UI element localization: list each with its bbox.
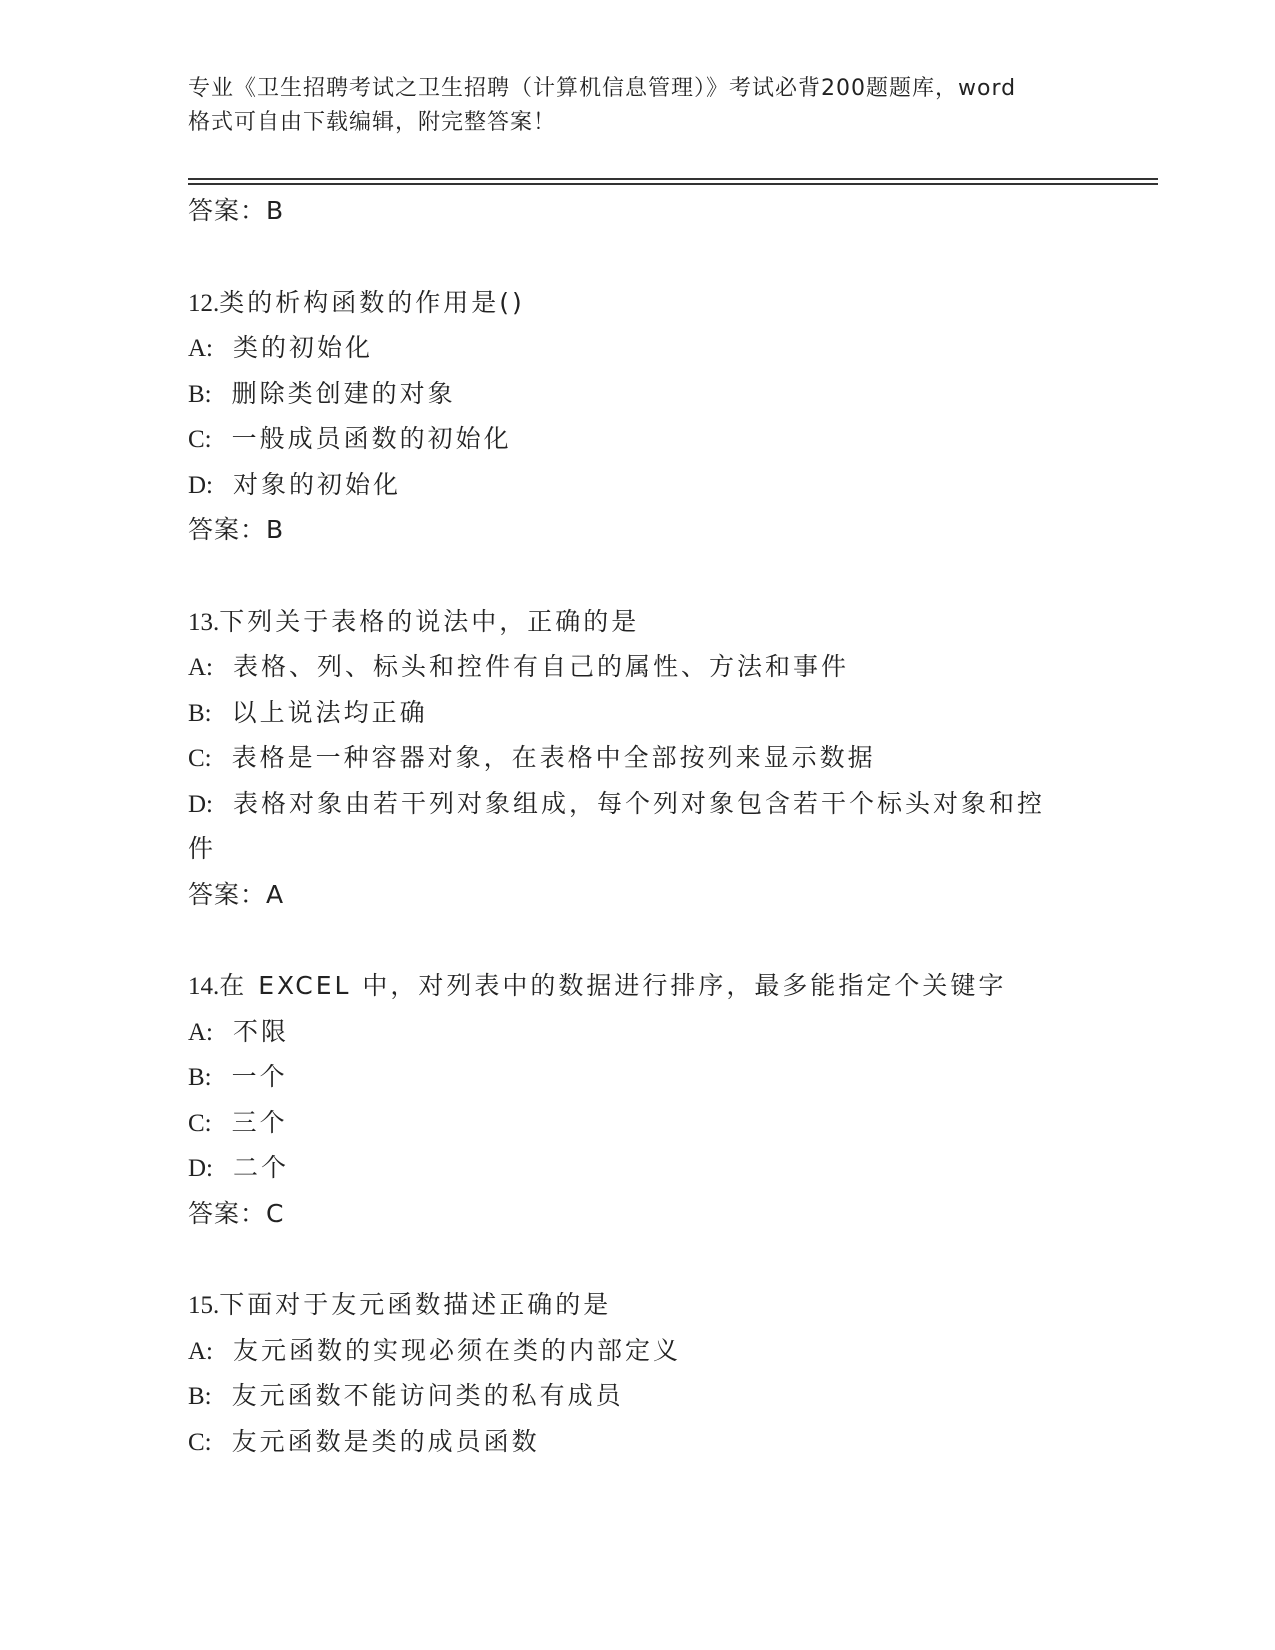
option-b (188, 371, 1088, 417)
option-text: 以上说法均正确 (231, 697, 428, 727)
option-c (188, 1100, 1088, 1146)
previous-answer: 答案：B (188, 196, 285, 225)
option-text: 友元函数的实现必须在类的内部定义 (233, 1335, 682, 1365)
question-14 (188, 963, 1088, 1236)
option-key: A: (188, 1337, 213, 1365)
option-text: 一般成员函数的初始化 (231, 424, 512, 453)
option-d-continuation: 件 (188, 834, 217, 863)
option-d (188, 1145, 1088, 1191)
question-text: 类的析构函数的作用是() (219, 287, 525, 317)
option-c (188, 1419, 1088, 1465)
option-text: 表格对象由若干列对象组成，每个列对象包含若干个标头对象和控 (233, 788, 1046, 818)
question-list (188, 188, 1088, 1464)
header-line-1: 专业《卫生招聘考试之卫生招聘（计算机信息管理）》考试必背200题题库，word (188, 76, 1017, 101)
question-number: 13. (188, 608, 220, 636)
document-header (188, 72, 1088, 140)
answer: 答案：A (188, 879, 285, 909)
option-key: B: (188, 1064, 212, 1091)
question-text: 下列关于表格的说法中，正确的是 (219, 606, 640, 636)
option-a (188, 1009, 1088, 1055)
header-line-2: 格式可自由下载编辑，附完整答案！ (188, 110, 557, 135)
option-c (188, 416, 1088, 462)
answer: 答案：B (188, 515, 285, 544)
answer: 答案：C (188, 1198, 285, 1228)
question-text: 在 EXCEL 中，对列表中的数据进行排序，最多能指定个关键字 (219, 971, 1007, 1000)
header-divider-top (188, 178, 1158, 180)
option-b (188, 1054, 1088, 1100)
option-a (188, 1328, 1088, 1374)
option-text: 不限 (233, 1016, 290, 1046)
option-text: 三个 (231, 1107, 288, 1137)
option-key: D: (188, 790, 213, 818)
option-d (188, 781, 1088, 827)
option-text: 友元函数是类的成员函数 (231, 1426, 540, 1456)
question-text: 下面对于友元函数描述正确的是 (219, 1290, 612, 1319)
question-stem (188, 280, 1088, 326)
option-key: A: (188, 654, 213, 681)
option-key: B: (188, 1383, 212, 1410)
option-b (188, 690, 1088, 736)
option-a (188, 325, 1088, 371)
option-key: D: (188, 1155, 213, 1182)
question-15 (188, 1282, 1088, 1464)
option-text: 二个 (233, 1153, 290, 1182)
option-c (188, 735, 1088, 781)
option-key: C: (188, 745, 212, 772)
option-text: 一个 (231, 1062, 288, 1091)
option-text: 类的初始化 (233, 333, 374, 362)
option-key: C: (188, 1428, 212, 1456)
header-divider-bottom (188, 183, 1158, 185)
spacer (188, 234, 1088, 280)
question-number: 12. (188, 289, 220, 317)
option-text: 友元函数不能访问类的私有成员 (231, 1381, 624, 1410)
question-stem (188, 599, 1088, 645)
option-key: C: (188, 1109, 212, 1137)
option-text: 表格是一种容器对象，在表格中全部按列来显示数据 (231, 743, 876, 772)
option-key: D: (188, 471, 213, 499)
question-stem (188, 1282, 1088, 1328)
question-number: 14. (188, 973, 220, 1000)
option-key: C: (188, 426, 212, 453)
question-stem (188, 963, 1088, 1009)
spacer (188, 553, 1088, 599)
option-key: B: (188, 380, 212, 408)
option-key: A: (188, 1018, 213, 1046)
question-number: 15. (188, 1292, 220, 1319)
option-text: 删除类创建的对象 (231, 378, 456, 408)
option-b (188, 1373, 1088, 1419)
option-d (188, 462, 1088, 508)
question-12 (188, 280, 1088, 553)
option-text: 表格、列、标头和控件有自己的属性、方法和事件 (233, 652, 850, 681)
option-key: B: (188, 699, 212, 727)
option-text: 对象的初始化 (233, 469, 402, 499)
spacer (188, 917, 1088, 963)
spacer (188, 1236, 1088, 1282)
option-a (188, 644, 1088, 690)
option-key: A: (188, 335, 213, 362)
question-13 (188, 599, 1088, 918)
